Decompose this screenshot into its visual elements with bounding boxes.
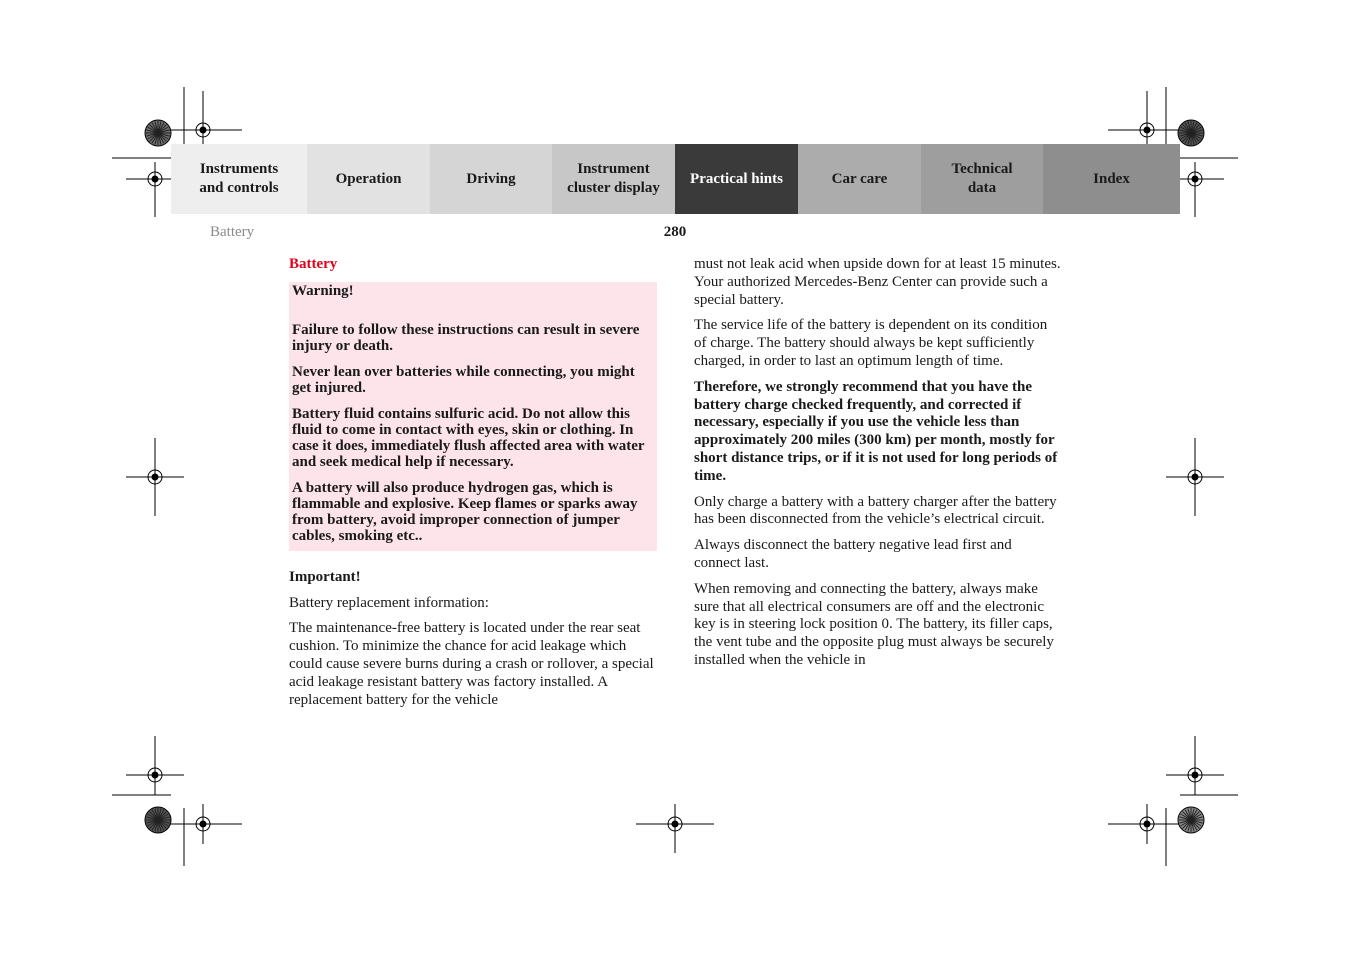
warning-box <box>289 282 657 551</box>
left-column <box>289 256 657 717</box>
chapter-tab-bar <box>171 144 1180 214</box>
warning-paragraph: A battery will also produce hydrogen gas, which is flammable and explosive. Keep flames or sparks away from battery, avoid improper connection of jumper cables, smoking etc.. <box>292 479 638 544</box>
tab-label-line: and controls <box>199 180 279 196</box>
recommendation-paragraph: Therefore, we strongly recommend that you have the battery charge checked frequently, and corrected if necessary, especially if you use the vehicle less than approximately 200 miles (300 km) per month, mostly for short distance trips, or if it is not used for long periods of time. <box>694 378 1058 484</box>
page-number: 280 <box>663 224 687 240</box>
tab-car-care[interactable] <box>798 144 921 214</box>
section-heading: Battery <box>289 256 338 272</box>
tab-instruments-and-controls[interactable] <box>171 144 307 214</box>
body-paragraph: The maintenance-free battery is located under the rear seat cushion. To minimize the chance for acid leakage which could cause severe burns during a crash or rollover, a special acid leakage resistant battery was factory installed. A replacement battery for the vehicle <box>289 620 654 708</box>
warning-paragraph: Battery fluid contains sulfuric acid. Do not allow this fluid to come in contact with eyes, skin or clothing. In case it does, immediately flush affected area with water and seek medical help if necessary. <box>292 405 645 470</box>
body-paragraph: must not leak acid when upside down for at least 15 minutes. Your authorized Mercedes-Benz Center can provide such a special battery. <box>694 256 1061 308</box>
tab-label-line: Practical hints <box>690 170 783 187</box>
tab-label-line: Index <box>1093 170 1130 187</box>
tab-label-line: data <box>967 180 997 196</box>
tab-technical-data[interactable] <box>921 144 1043 214</box>
warning-paragraph: Never lean over batteries while connecting, you might get injured. <box>292 363 635 396</box>
body-paragraph: Always disconnect the battery negative lead first and connect last. <box>694 537 1012 571</box>
warning-paragraph: Failure to follow these instructions can result in severe injury or death. <box>292 321 640 354</box>
right-column <box>694 256 1062 678</box>
body-paragraph: Battery replacement information: <box>289 594 489 611</box>
important-title: Important! <box>289 568 361 585</box>
tab-label-line: cluster display <box>567 180 660 196</box>
tab-label-line: Instrument <box>577 161 650 177</box>
tab-practical-hints[interactable] <box>675 144 798 214</box>
tab-index[interactable] <box>1043 144 1180 214</box>
tab-instrument-cluster-display[interactable] <box>552 144 675 214</box>
tab-driving[interactable] <box>430 144 552 214</box>
body-paragraph: Only charge a battery with a battery charger after the battery has been disconnected from the vehicle’s electrical circuit. <box>694 493 1057 528</box>
tab-label-line: Car care <box>831 170 888 187</box>
tab-label-line: Technical <box>951 161 1013 177</box>
tab-label-line: Driving <box>466 170 516 187</box>
body-paragraph: When removing and connecting the battery, always make sure that all electrical consumers are off and the electronic key is in steering lock position 0. The battery, its filler caps, the vent tube and the opposite plug must always be securely installed when the vehicle in <box>694 580 1054 668</box>
body-paragraph: The service life of the battery is dependent on its condition of charge. The battery should always be kept sufficiently charged, in order to last an optimum length of time. <box>694 317 1048 369</box>
tab-operation[interactable] <box>307 144 430 214</box>
tab-label-line: Operation <box>335 170 402 187</box>
tab-label-line: Instruments <box>199 161 279 177</box>
warning-title: Warning! <box>292 282 354 299</box>
running-header-section: Battery <box>210 224 255 240</box>
